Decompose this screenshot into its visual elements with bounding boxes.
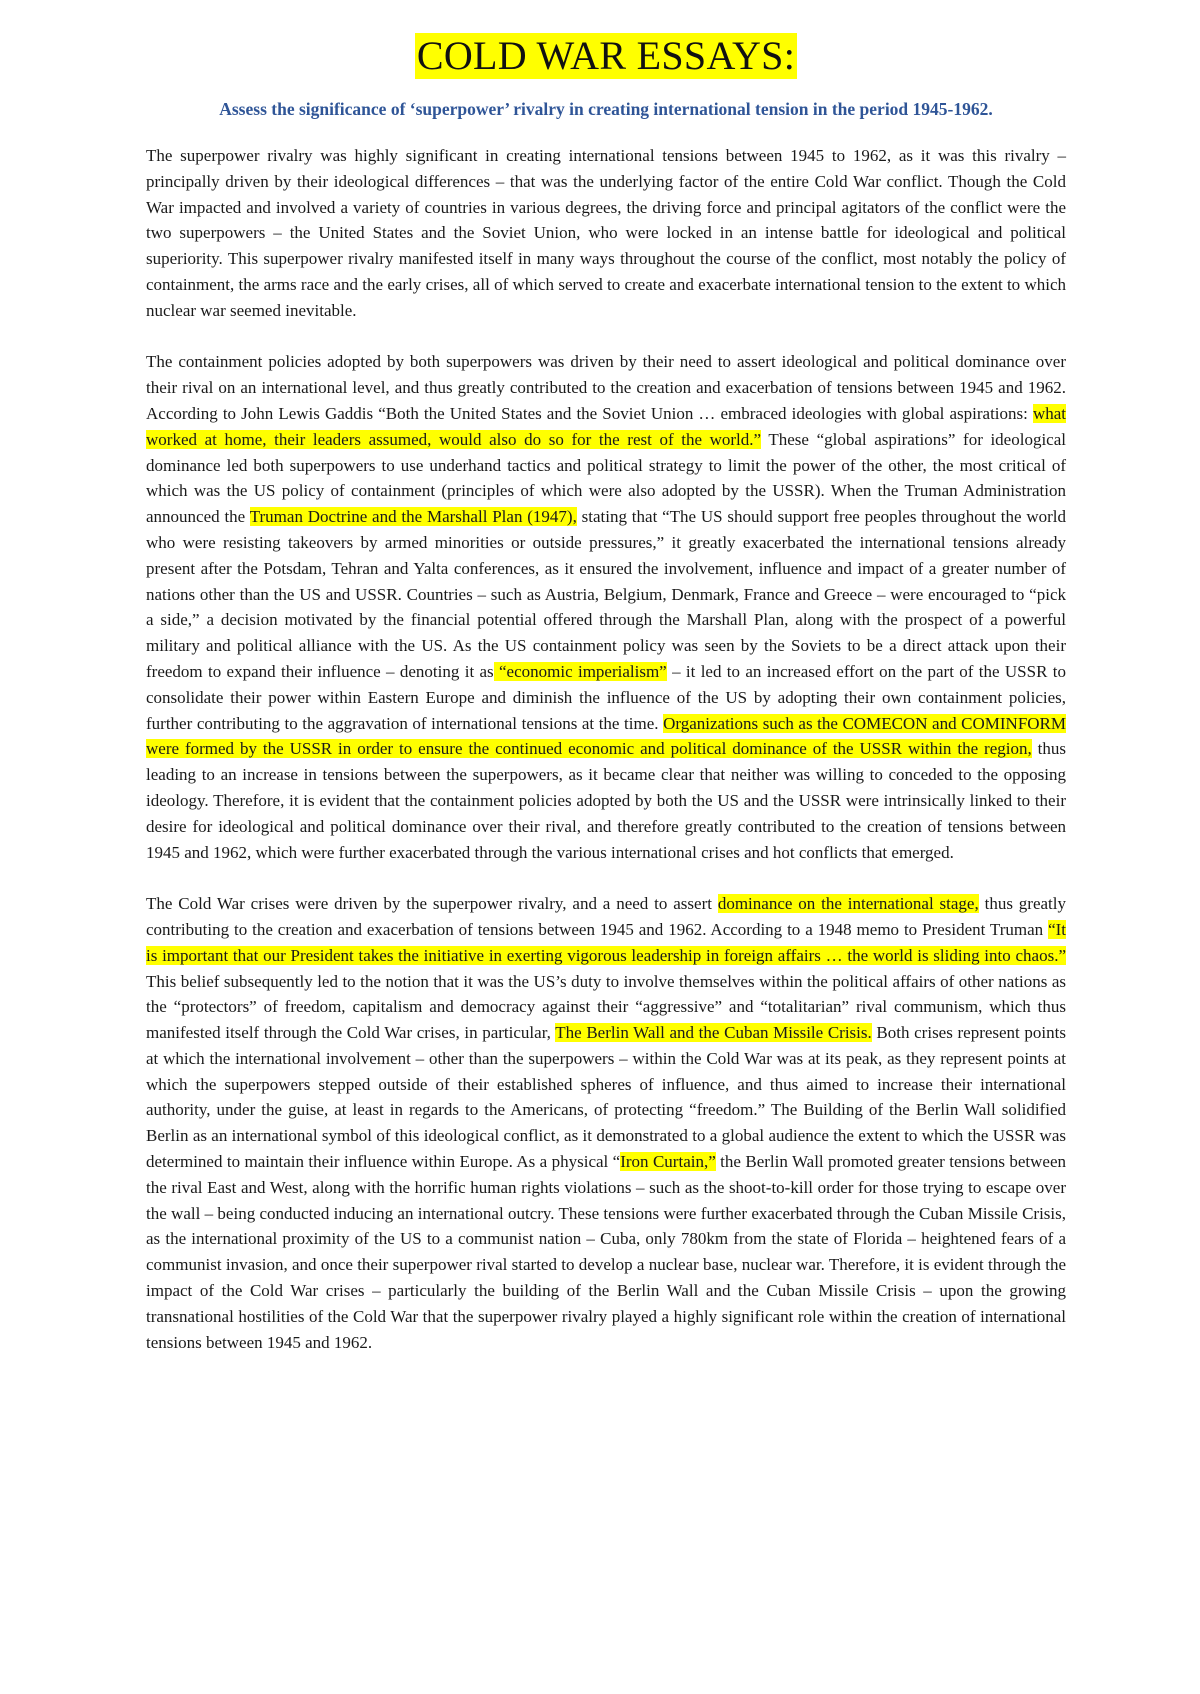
- highlighted-text: Iron Curtain,”: [620, 1152, 716, 1172]
- text-segment: thus greatly contributing to the creation and exacerbation of tensions between 1945 and 1962. According to a 1948 memo to President Truman: [146, 894, 1066, 939]
- text-segment: stating that “The US should support free peoples throughout the world who were resisting takeovers by armed minorities or outside pressures,” it greatly exacerbated the international tensions already present after the Potsdam, Tehran and Yalta conferences, as it ensured the involvement, influence and impact of a greater number of nations other than the US and USSR. Countries – such as Austria, Belgium, Denmark, France and Greece – were encouraged to “pick a side,” a decision motivated by the financial potential offered through the Marshall Plan, along with the prospect of a powerful military and political alliance with the US. As the US containment policy was seen by the Soviets to be a direct attack upon their freedom to expand their influence – denoting it as: [146, 507, 1067, 681]
- highlighted-text: what worked at home, their leaders assumed, would also do so for the rest of the world.”: [146, 403, 1066, 449]
- highlighted-text: “economic imperialism”: [493, 661, 667, 681]
- highlighted-text: dominance on the international stage,: [717, 894, 979, 914]
- page-title: COLD WAR ESSAYS:: [416, 33, 796, 78]
- paragraph-containment: [146, 349, 1066, 865]
- paragraph-intro: [146, 143, 1066, 324]
- text-segment: This belief subsequently led to the notion that it was the US’s duty to involve themselves within the political affairs of other nations as the “protectors” of freedom, capitalism and democracy against their “aggressive” and “totalitarian” rival communism, which thus manifested itself through the Cold War crises, in particular,: [146, 971, 1066, 1043]
- text-segment: These “global aspirations” for ideological dominance led both superpowers to use underhand tactics and political strategy to limit the power of the other, the most critical of which was the US policy of containment (principles of which were also adopted by the USSR). When the Truman Administration announced the: [146, 429, 1066, 527]
- title-wrap: [146, 0, 1066, 79]
- text-segment: Both crises represent points at which the international involvement – other than the superpowers – within the Cold War was at its peak, as they represent points at which the superpowers stepped outside of their established spheres of influence, and thus aimed to increase their international authority, under the guise, at least in regards to the Americans, of protecting “freedom.” The Building of the Berlin Wall solidified Berlin as an international symbol of this ideological conflict, as it demonstrated to a global audience the extent to which the USSR was determined to maintain their influence within Europe. As a physical “: [146, 1023, 1066, 1172]
- highlighted-text: “It is important that our President takes the initiative in exerting vigorous leadership in foreign affairs … the world is sliding into chaos.”: [146, 919, 1066, 965]
- highlighted-text: Organizations such as the COMECON and COMINFORM were formed by the USSR in order to ensure the continued economic and political dominance of the USSR within the region,: [146, 713, 1066, 759]
- text-segment: The superpower rivalry was highly significant in creating international tensions between 1945 to 1962, as it was this rivalry – principally driven by their ideological differences – that was the underlying factor of the entire Cold War conflict. Though the Cold War impacted and involved a variety of countries in various degrees, the driving force and principal agitators of the conflict were the two superpowers – the United States and the Soviet Union, who were locked in an intense battle for ideological and political superiority. This superpower rivalry manifested itself in many ways throughout the course of the conflict, most notably the policy of containment, the arms race and the early crises, all of which served to create and exacerbate international tension to the extent to which nuclear war seemed inevitable.: [146, 146, 1066, 320]
- essay-question: Assess the significance of ‘superpower’ rivalry in creating international tension in the period 1945-1962.: [219, 99, 993, 119]
- text-segment: The containment policies adopted by both superpowers was driven by their need to assert ideological and political dominance over their rival on an international level, and thus greatly contributed to the creation and exacerbation of tensions between 1945 and 1962. According to John Lewis Gaddis “Both the United States and the Soviet Union … embraced ideologies with global aspirations:: [146, 352, 1066, 423]
- text-segment: – it led to an increased effort on the part of the USSR to consolidate their power within Eastern Europe and diminish the influence of the US by adopting their own containment policies, further contributing to the aggravation of international tensions at the time.: [146, 661, 1066, 733]
- text-segment: The Cold War crises were driven by the superpower rivalry, and a need to assert: [146, 894, 718, 914]
- text-segment: the Berlin Wall promoted greater tensions between the rival East and West, along with the horrific human rights violations – such as the shoot-to-kill order for those trying to escape over the wall – being conducted inducing an international outcry. These tensions were further exacerbated through the Cuban Missile Crisis, as the international proximity of the US to a communist nation – Cuba, only 780km from the state of Florida – heightened fears of a communist invasion, and once their superpower rival started to develop a nuclear base, nuclear war. Therefore, it is evident through the impact of the Cold War crises – particularly the building of the Berlin Wall and the Cuban Missile Crisis – upon the growing transnational hostilities of the Cold War that the superpower rivalry played a highly significant role within the creation of international tensions between 1945 and 1962.: [146, 1152, 1067, 1352]
- highlighted-text: The Berlin Wall and the Cuban Missile Crisis.: [555, 1023, 872, 1043]
- paragraph-crises: [146, 891, 1066, 1355]
- highlighted-text: Truman Doctrine and the Marshall Plan (1947),: [249, 507, 577, 527]
- text-segment: thus leading to an increase in tensions between the superpowers, as it became clear that neither was willing to conceded to the opposing ideology. Therefore, it is evident that the containment policies adopted by both the US and the USSR were intrinsically linked to their desire for ideological and political dominance over their rival, and therefore greatly contributed to the creation of tensions between 1945 and 1962, which were further exacerbated through the various international crises and hot conflicts that emerged.: [146, 739, 1067, 862]
